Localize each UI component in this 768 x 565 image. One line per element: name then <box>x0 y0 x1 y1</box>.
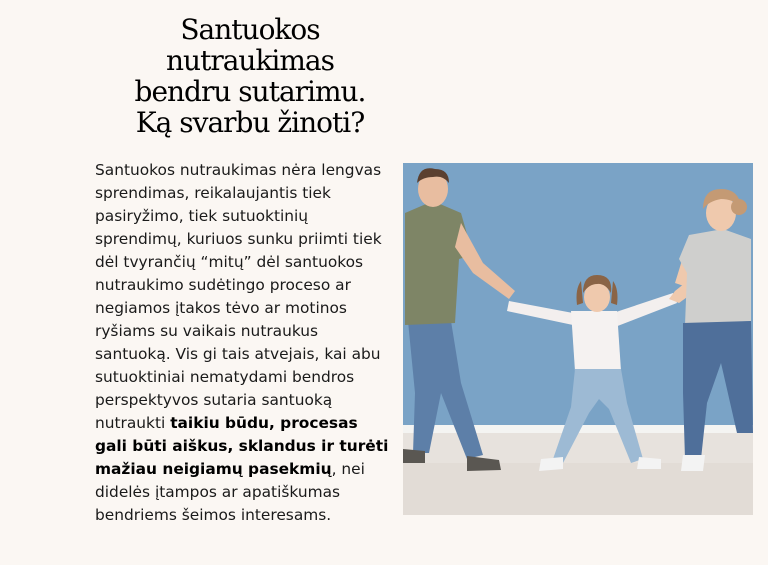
title-line: nutraukimas <box>166 44 334 77</box>
title-line: Santuokos <box>180 13 320 46</box>
paragraph-text-bold: taikiu būdu, procesas gali būti aiškus, sklandus ir turėti mažiau neigiamų pasekmių <box>95 414 389 478</box>
title-line: Ką svarbu žinoti? <box>135 106 365 139</box>
paragraph-text-end: , nei didelės įtampos ar apatiškumas bendriems šeimos interesams. <box>95 460 365 524</box>
paragraph-text-start: Santuokos nutraukimas nėra lengvas sprendimas, reikalaujantis tiek pasiryžimo, tiek sutuoktinių sprendimų, kuriuos sunku priimti tiek dėl tvyrančių “mitų” dėl santuokos nutraukimo sudėtingo proceso ar negiamos įtakos tėvo ar motinos ryšiams su vaikais nutraukus santuoką. Vis gi tais atvejais, kai abu sutuoktiniai nematydami bendros perspektyvos sutaria santuoką nutraukti <box>95 161 382 432</box>
title-line: bendru sutarimu. <box>134 75 366 108</box>
family-photo <box>403 163 753 515</box>
article-paragraph <box>95 159 391 527</box>
page-title <box>100 14 400 138</box>
